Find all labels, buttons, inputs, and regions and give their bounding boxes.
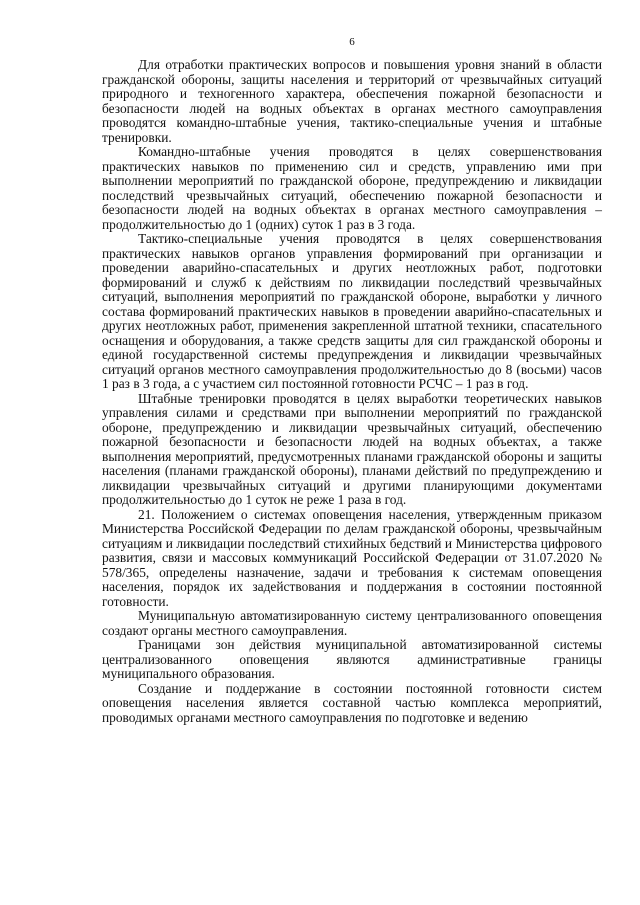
- document-body: [102, 58, 602, 725]
- page-number: 6: [349, 36, 355, 48]
- paragraph-warning-systems-regulation: 21. Положением о системах оповещения населения, утвержденным приказом Министерства Российской Федерации по делам гражданской обороны, чрезвычайным ситуациям и ликвидации последствий стихийных бедствий и Министерства цифрового развития, связи и массовых коммуникаций Российской Федерации от 31.07.2020 № 578/365, определены назначение, задачи и требования к системам оповещения населения, порядок их задействования и поддержания в состоянии постоянной готовности.: [102, 506, 602, 609]
- paragraph-municipal-system: Муниципальную автоматизированную систему централизованного оповещения создают органы местного самоуправления.: [102, 608, 602, 638]
- paragraph-system-boundaries: Границами зон действия муниципальной автоматизированной системы централизованного оповещения являются административные границы муниципального образования.: [102, 637, 602, 681]
- paragraph-staff-trainings: Штабные тренировки проводятся в целях выработки теоретических навыков управления силами и средствами при выполнении мероприятий по гражданской обороне, предупреждению и ликвидации чрезвычайных ситуаций, обеспечению пожарной безопасности и безопасности людей на водных объектах, а также выполнения мероприятий, предусмотренных планами гражданской обороны и защиты населения (планами гражданской обороны), планами действий по предупреждению и ликвидации чрезвычайных ситуаций и другими планирующими документами продолжительностью до 1 суток не реже 1 раза в год.: [102, 390, 602, 507]
- paragraph-exercises-intro: Для отработки практических вопросов и повышения уровня знаний в области гражданской обороны, защиты населения и территорий от чрезвычайных ситуаций природного и техногенного характера, обеспечения пожарной безопасности и безопасности людей на водных объектах в органах местного самоуправления проводятся командно-штабные учения, тактико-специальные учения и штабные тренировки.: [102, 57, 602, 145]
- paragraph-command-staff-exercises: Командно-штабные учения проводятся в целях совершенствования практических навыков по применению сил и средств, управлению ими при выполнении мероприятий по гражданской обороне, предупреждению и ликвидации последствий чрезвычайных ситуаций, обеспечению пожарной безопасности и безопасности людей на водных объектах в органах местного самоуправления – продолжительностью до 1 (одних) суток 1 раз в 3 года.: [102, 144, 602, 232]
- paragraph-system-readiness: Создание и поддержание в состоянии постоянной готовности систем оповещения населения является составной частью комплекса мероприятий, проводимых органами местного самоуправления по подготовке и ведению: [102, 680, 602, 725]
- paragraph-tactical-special-exercises: Тактико-специальные учения проводятся в целях совершенствования практических навыков органов управления формирований при организации и проведении аварийно-спасательных и других неотложных работ, подготовки формирований и служб к действиям по ликвидации последствий чрезвычайных ситуаций, выполнения мероприятий по гражданской обороне, выработки у личного состава формирований практических навыков в проведении аварийно-спасательных и других неотложных работ, применения закрепленной штатной техники, спасательного оснащения и оборудования, а также средств защиты для сил гражданской обороны и единой государственной системы предупреждения и ликвидации чрезвычайных ситуаций органов местного самоуправления продолжительностью до 8 (восьми) часов 1 раз в 3 года, а с участием сил постоянной готовности РСЧС – 1 раз в год.: [102, 231, 602, 391]
